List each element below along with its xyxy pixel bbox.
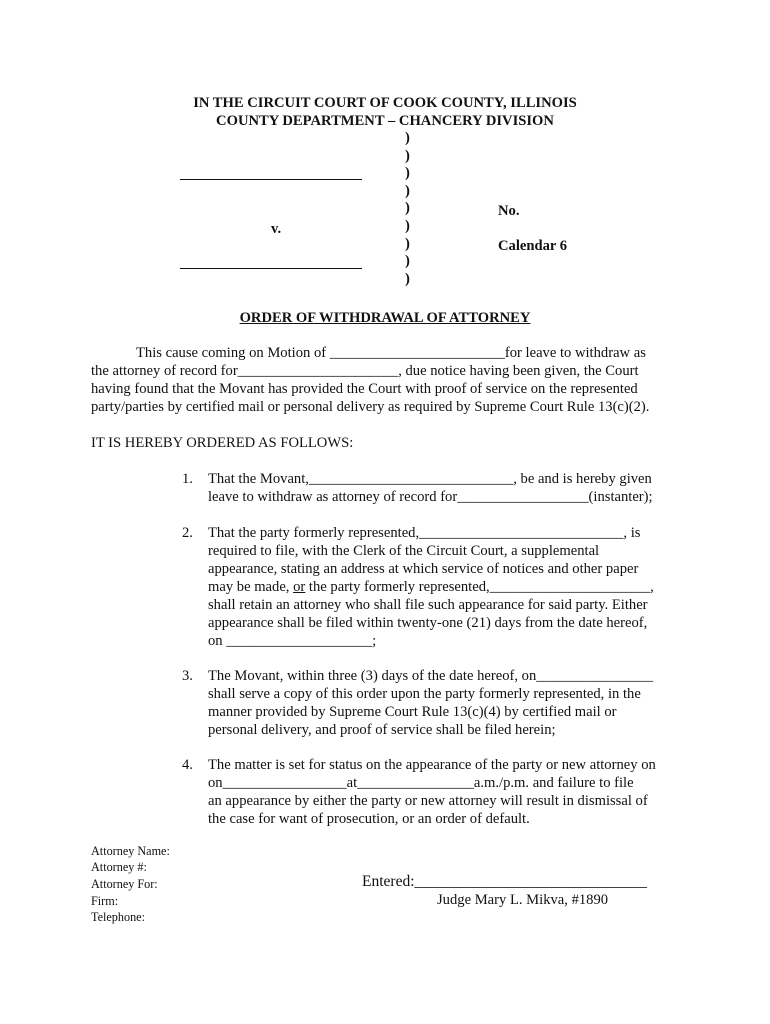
intro-line: having found that the Movant has provided the Court with proof of service on the represented: [91, 381, 638, 397]
item-line: leave to withdraw as attorney of record for__________________(instanter);: [208, 489, 653, 505]
item-line: an appearance by either the party or new attorney will result in dismissal of: [208, 793, 648, 809]
case-number-label: No.: [498, 203, 520, 219]
attorney-number-label: Attorney #:: [91, 860, 147, 874]
versus-label: v.: [271, 221, 282, 237]
item-line: shall retain an attorney who shall file such appearance for said party. Either: [208, 597, 648, 613]
item-line: on_________________at________________a.m./p.m. and failure to file: [208, 775, 634, 791]
item-line: may be made, or the party formerly represented,______________________,: [208, 579, 654, 595]
item-line: That the party formerly represented,____________________________, is: [208, 525, 641, 541]
order-title: ORDER OF WITHDRAWAL OF ATTORNEY: [239, 310, 531, 326]
item-line: personal delivery, and proof of service shall be filed herein;: [208, 722, 556, 738]
item-number: 1.: [182, 471, 193, 487]
plaintiff-blank-line[interactable]: [180, 179, 362, 180]
item-line: required to file, with the Clerk of the Circuit Court, a supplemental: [208, 543, 600, 559]
attorney-for-label: Attorney For:: [91, 877, 158, 891]
paren: ): [405, 200, 410, 217]
firm-label: Firm:: [91, 894, 119, 908]
paren: ): [405, 270, 410, 287]
paren: ): [405, 165, 410, 182]
paren: ): [405, 235, 410, 252]
ordered-heading: IT IS HEREBY ORDERED AS FOLLOWS:: [91, 435, 354, 451]
item-number: 4.: [182, 757, 193, 773]
item-line: shall serve a copy of this order upon the party formerly represented, in the: [208, 686, 641, 702]
item-line: the case for want of prosecution, or an order of default.: [208, 811, 530, 827]
intro-line: This cause coming on Motion of ________________________for leave to withdraw as: [136, 345, 646, 361]
paren: ): [405, 182, 410, 199]
item-line: manner provided by Supreme Court Rule 13(c)(4) by certified mail or: [208, 704, 617, 720]
caption-parentheses: [405, 130, 410, 288]
item-line: on ____________________;: [208, 633, 377, 649]
item-line: That the Movant,____________________________, be and is hereby given: [208, 471, 652, 487]
telephone-label: Telephone:: [91, 910, 145, 924]
judge-name: Judge Mary L. Mikva, #1890: [437, 892, 609, 908]
item-line: appearance shall be filed within twenty-one (21) days from the date hereof,: [208, 615, 648, 631]
entered-signature-line[interactable]: Entered:______________________________: [362, 873, 648, 890]
item-number: 3.: [182, 668, 193, 684]
item-line: appearance, stating an address at which service of notices and other paper: [208, 561, 639, 577]
paren: ): [405, 147, 410, 164]
intro-line: party/parties by certified mail or personal delivery as required by Supreme Court Rule 13(c)(2).: [91, 399, 650, 415]
intro-line: the attorney of record for______________________, due notice having been given, the Court: [91, 363, 639, 379]
paren: ): [405, 253, 410, 270]
item-line: The Movant, within three (3) days of the date hereof, on________________: [208, 668, 654, 684]
attorney-name-label: Attorney Name:: [91, 844, 170, 858]
division-title: COUNTY DEPARTMENT – CHANCERY DIVISION: [216, 113, 554, 129]
paren: ): [405, 130, 410, 146]
paren: ): [405, 217, 410, 234]
item-number: 2.: [182, 525, 193, 541]
court-title: IN THE CIRCUIT COURT OF COOK COUNTY, ILLINOIS: [193, 95, 577, 111]
calendar-label: Calendar 6: [498, 238, 568, 254]
defendant-blank-line[interactable]: [180, 268, 362, 269]
item-line: The matter is set for status on the appearance of the party or new attorney on: [208, 757, 656, 773]
